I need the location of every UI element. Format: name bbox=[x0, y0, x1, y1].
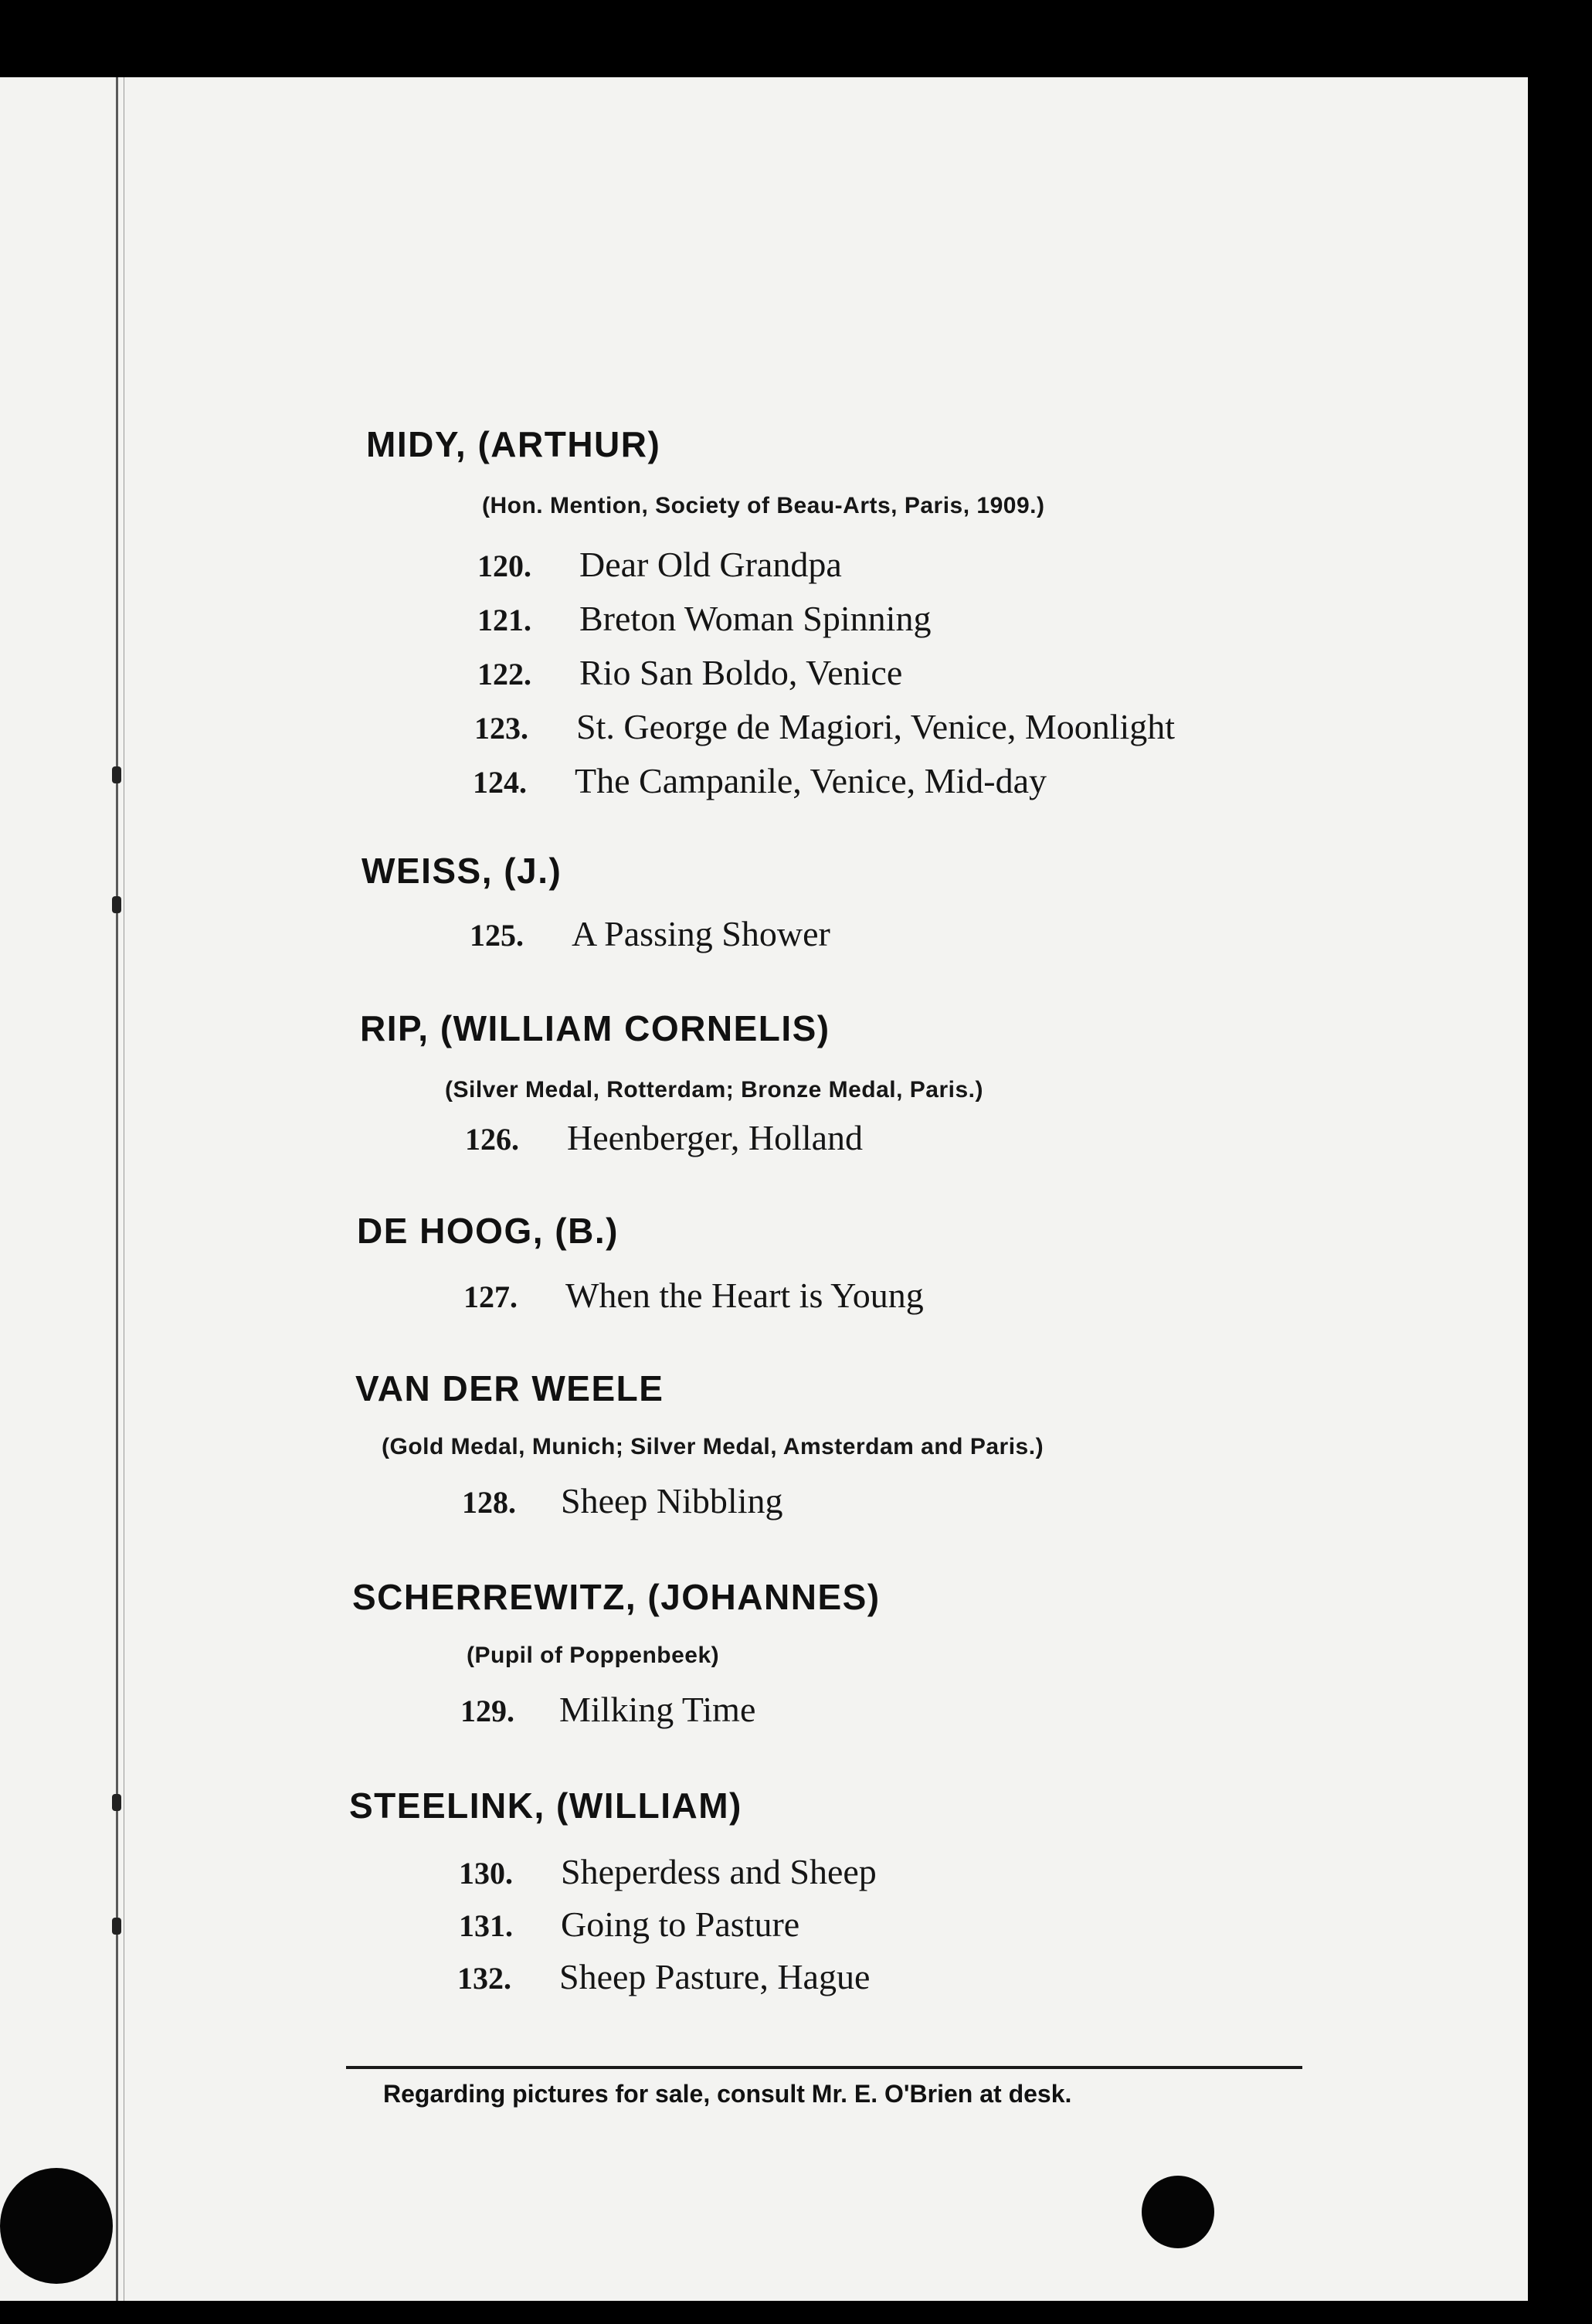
entry-title: Sheep Pasture, Hague bbox=[559, 1957, 871, 1996]
artist-name: DE HOOG, (B.) bbox=[357, 1211, 619, 1251]
entry-title: Rio San Boldo, Venice bbox=[579, 653, 903, 692]
artist-note: (Gold Medal, Munich; Silver Medal, Amsterdam and Paris.) bbox=[382, 1434, 1044, 1459]
entry-number: 131. bbox=[459, 1908, 513, 1943]
entry-number: 127. bbox=[463, 1279, 518, 1314]
entry-title: Sheep Nibbling bbox=[561, 1481, 783, 1520]
artist-name: STEELINK, (WILLIAM) bbox=[349, 1785, 742, 1826]
catalog-entry bbox=[477, 598, 931, 639]
footer-divider bbox=[346, 2066, 1302, 2069]
catalog-entry bbox=[459, 1904, 799, 1945]
catalog-entry bbox=[460, 1689, 755, 1730]
catalog-entry bbox=[462, 1480, 782, 1521]
catalog-entry bbox=[465, 1117, 863, 1158]
catalog-entry bbox=[470, 913, 830, 954]
entry-title: Sheperdess and Sheep bbox=[561, 1852, 877, 1891]
entry-title: St. George de Magiori, Venice, Moonlight bbox=[576, 707, 1176, 746]
entry-number: 124. bbox=[473, 765, 527, 800]
entry-title: When the Heart is Young bbox=[565, 1276, 924, 1315]
entry-title: The Campanile, Venice, Mid-day bbox=[575, 761, 1047, 800]
artist-name: WEISS, (J.) bbox=[362, 851, 562, 891]
entry-title: Heenberger, Holland bbox=[567, 1118, 864, 1157]
catalog-page bbox=[0, 77, 1528, 2301]
catalog-entry bbox=[459, 1851, 877, 1892]
artist-name: RIP, (WILLIAM CORNELIS) bbox=[360, 1008, 830, 1048]
entry-title: Breton Woman Spinning bbox=[579, 599, 932, 638]
entry-title: Milking Time bbox=[559, 1690, 756, 1729]
artist-name: VAN DER WEELE bbox=[355, 1368, 664, 1408]
catalog-entry bbox=[457, 1956, 870, 1997]
entry-number: 125. bbox=[470, 918, 524, 953]
catalog-entry bbox=[474, 706, 1175, 747]
artist-note: (Silver Medal, Rotterdam; Bronze Medal, Paris.) bbox=[445, 1077, 983, 1103]
entry-number: 128. bbox=[462, 1485, 516, 1520]
catalog-content bbox=[0, 77, 1528, 2301]
punch-hole bbox=[0, 2168, 113, 2284]
punch-hole bbox=[1142, 2176, 1214, 2248]
entry-number: 126. bbox=[465, 1122, 519, 1157]
artist-name: SCHERREWITZ, (JOHANNES) bbox=[352, 1577, 881, 1617]
entry-title: Dear Old Grandpa bbox=[579, 545, 842, 584]
footer-note: Regarding pictures for sale, consult Mr. E. O'Brien at desk. bbox=[383, 2080, 1072, 2108]
catalog-entry bbox=[477, 544, 842, 585]
entry-title: Going to Pasture bbox=[561, 1904, 800, 1944]
entry-number: 120. bbox=[477, 549, 531, 583]
artist-note: (Hon. Mention, Society of Beau-Arts, Paris, 1909.) bbox=[482, 493, 1045, 518]
artist-note: (Pupil of Poppenbeek) bbox=[467, 1643, 720, 1668]
catalog-entry bbox=[473, 760, 1047, 801]
entry-number: 132. bbox=[457, 1961, 511, 1996]
entry-number: 121. bbox=[477, 603, 531, 637]
artist-name: MIDY, (ARTHUR) bbox=[366, 424, 661, 464]
catalog-entry bbox=[463, 1275, 924, 1316]
entry-number: 130. bbox=[459, 1856, 513, 1891]
catalog-entry bbox=[477, 652, 902, 693]
entry-number: 129. bbox=[460, 1694, 514, 1728]
entry-title: A Passing Shower bbox=[572, 914, 830, 953]
entry-number: 123. bbox=[474, 711, 528, 746]
entry-number: 122. bbox=[477, 657, 531, 691]
